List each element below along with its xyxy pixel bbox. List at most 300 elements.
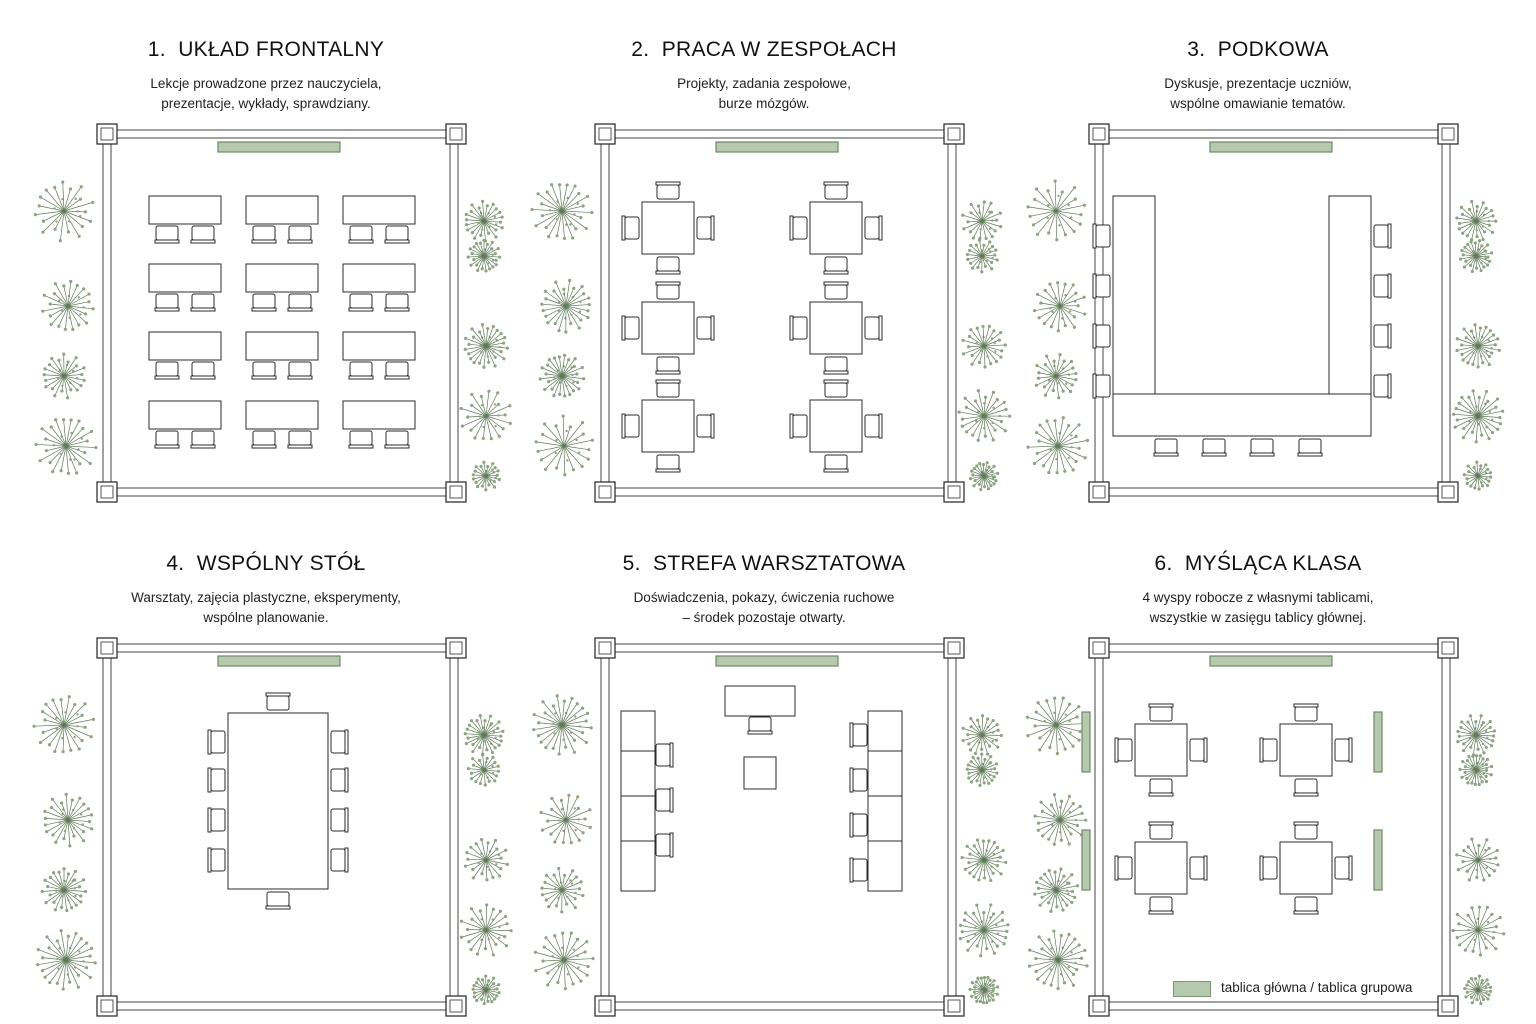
chair-seat: [1263, 739, 1277, 761]
chair: [1154, 439, 1178, 456]
plant-stem: [1050, 725, 1056, 748]
plant-stem: [982, 725, 997, 735]
plant-leaf: [541, 700, 544, 703]
plant-leaf: [492, 325, 495, 328]
plant-leaf: [492, 772, 494, 774]
plant-leaf: [1463, 473, 1466, 476]
plant-leaf: [989, 755, 992, 758]
large-table: [228, 713, 328, 889]
plant-stem: [64, 725, 71, 750]
chair: [865, 414, 882, 438]
plant-leaf: [1038, 748, 1041, 751]
plant-leaf: [573, 213, 575, 215]
plant-stem: [963, 735, 982, 741]
plant-leaf: [1073, 896, 1076, 899]
chair-back: [1093, 274, 1096, 298]
plant-leaf: [1486, 983, 1489, 986]
chair-seat: [192, 431, 214, 445]
chair-back: [824, 380, 848, 383]
plant-leaf: [1477, 423, 1479, 425]
plant-leaf: [1067, 826, 1069, 828]
plant-leaf: [484, 269, 487, 272]
plant-leaf: [498, 211, 501, 214]
plant-leaf: [43, 810, 46, 813]
plant-leaf: [468, 724, 471, 727]
plant-leaf: [564, 987, 567, 990]
plant-leaf: [1079, 213, 1082, 216]
plant-leaf: [993, 253, 996, 256]
plant-leaf: [540, 366, 543, 369]
plant-leaf: [992, 872, 995, 875]
chair-back: [385, 240, 409, 243]
plant-leaf: [989, 362, 992, 365]
corner-column-inner: [948, 642, 960, 654]
plant-leaf: [1493, 869, 1496, 872]
plant-stem: [1036, 189, 1056, 211]
plant-leaf: [85, 941, 88, 944]
plant-leaf: [1080, 957, 1083, 960]
plant-leaf: [970, 203, 973, 206]
desk: [246, 264, 318, 292]
plant-stem: [1056, 725, 1057, 754]
chair: [865, 316, 882, 340]
plant-leaf: [84, 726, 87, 729]
chair-back: [1294, 793, 1318, 796]
plant-leaf: [82, 366, 85, 369]
plant-leaf: [966, 940, 969, 943]
plant-leaf: [497, 991, 500, 994]
chair-seat: [1190, 857, 1204, 879]
plant-leaf: [1455, 349, 1458, 352]
plant: [540, 867, 584, 914]
plant-leaf: [484, 480, 486, 482]
plant-leaf: [976, 779, 979, 782]
chair-back: [288, 376, 312, 379]
plant: [1455, 200, 1497, 241]
panel-4: [16, 530, 516, 1000]
plant-leaf: [1474, 783, 1477, 786]
plant-stem: [1056, 704, 1070, 725]
plant-stem: [38, 960, 66, 965]
plant-stem: [486, 930, 493, 955]
plant-stem: [1457, 930, 1478, 938]
plant-leaf: [564, 330, 567, 333]
corner-column-inner: [1442, 1000, 1454, 1012]
chair-seat: [1295, 779, 1317, 793]
plant-leaf: [493, 761, 496, 764]
plant-leaf: [578, 887, 581, 890]
plant-leaf: [492, 982, 495, 985]
plant-stem: [564, 933, 571, 960]
plant-leaf: [567, 973, 569, 975]
plant-leaf: [77, 419, 80, 422]
wall-right: [948, 640, 956, 1014]
plant-leaf: [1004, 343, 1007, 346]
plant-leaf: [1036, 452, 1039, 455]
plant-leaf: [582, 204, 585, 207]
plant-leaf: [573, 739, 576, 742]
plant-stem: [566, 820, 590, 827]
plant-stem: [1060, 306, 1074, 327]
plant-leaf: [1494, 406, 1497, 409]
plant-leaf: [1475, 267, 1478, 270]
plant-leaf: [540, 887, 543, 890]
chair: [155, 226, 179, 243]
corner-column-inner: [1093, 128, 1105, 140]
plant-leaf: [497, 469, 500, 472]
plant-leaf: [503, 336, 506, 339]
plant-leaf: [1068, 374, 1070, 376]
plant-leaf: [499, 867, 502, 870]
plant: [530, 183, 593, 240]
plant-leaf: [586, 195, 589, 198]
plant-leaf: [1074, 435, 1077, 438]
plant: [32, 695, 95, 753]
plant-leaf: [590, 726, 593, 729]
plant-leaf: [65, 793, 68, 796]
plant-leaf: [1470, 330, 1473, 333]
plant-leaf: [1050, 325, 1053, 328]
plant-leaf: [1460, 343, 1463, 346]
plant-stem: [562, 206, 583, 211]
plant-leaf: [979, 476, 981, 478]
plant-leaf: [1499, 422, 1502, 425]
plant-leaf: [580, 465, 583, 468]
plant-leaf: [995, 762, 998, 765]
chair-back: [622, 414, 625, 438]
plant-leaf: [482, 426, 484, 428]
plant-stem: [1029, 960, 1058, 966]
plant-leaf: [569, 322, 572, 325]
plant-leaf: [976, 327, 979, 330]
plant-leaf: [566, 459, 568, 461]
plant-stem: [486, 924, 507, 930]
chair: [155, 362, 179, 379]
plant-leaf: [54, 841, 57, 844]
plant: [962, 714, 1003, 756]
plant-leaf: [472, 473, 475, 476]
plant-leaf: [1488, 847, 1491, 850]
plant-stem: [564, 446, 573, 470]
plant-leaf: [982, 994, 984, 996]
plant-leaf: [557, 867, 560, 870]
plant-leaf: [504, 849, 507, 852]
plant-leaf: [970, 995, 973, 998]
chair: [656, 380, 680, 397]
plant-leaf: [577, 192, 580, 195]
chair: [824, 357, 848, 374]
plant-leaf: [976, 838, 979, 841]
plant-leaf: [81, 438, 83, 440]
plant-leaf: [78, 747, 81, 750]
plant-leaf: [56, 982, 59, 985]
plant-leaf: [553, 732, 555, 734]
plant-leaf: [552, 723, 554, 725]
plant-leaf: [470, 210, 473, 213]
chair-seat: [211, 849, 225, 871]
chair: [824, 380, 848, 397]
plant-leaf: [44, 901, 47, 904]
chair: [1093, 374, 1110, 398]
plant-leaf: [976, 266, 979, 269]
plant-leaf: [541, 828, 544, 831]
plant-leaf: [81, 739, 84, 742]
plant-leaf: [995, 219, 998, 222]
plant-leaf: [1067, 204, 1069, 206]
plant-leaf: [1478, 488, 1481, 491]
plant-leaf: [481, 228, 483, 230]
plant-leaf: [1478, 396, 1481, 399]
plant-leaf: [1480, 244, 1483, 247]
plant-stem: [486, 416, 510, 423]
plant-leaf: [1048, 379, 1050, 381]
plant-leaf: [1486, 997, 1489, 1000]
chair-back: [790, 216, 793, 240]
plant-leaf: [1480, 355, 1482, 357]
plant-leaf: [1033, 309, 1036, 312]
plant: [1455, 323, 1500, 368]
plant-stem: [566, 306, 588, 311]
plant-leaf: [1489, 858, 1491, 860]
chair: [656, 833, 673, 857]
plant-leaf: [79, 894, 82, 897]
plant-leaf: [976, 719, 979, 722]
plant-leaf: [464, 865, 467, 868]
chair-seat: [1374, 275, 1388, 297]
chair: [1294, 897, 1318, 914]
plant-leaf: [467, 352, 470, 355]
chair: [1250, 439, 1274, 456]
plant-leaf: [980, 228, 982, 230]
chair: [208, 808, 225, 832]
plant-leaf: [1460, 206, 1463, 209]
plant-leaf: [1038, 736, 1041, 739]
plant-leaf: [982, 911, 985, 914]
plant-leaf: [1476, 205, 1479, 208]
chair-seat: [1096, 225, 1110, 247]
plant-leaf: [44, 703, 47, 706]
wall-left: [103, 126, 111, 500]
plant-leaf: [494, 356, 497, 359]
plant-leaf: [999, 856, 1002, 859]
plant-leaf: [1482, 721, 1485, 724]
plant-leaf: [992, 731, 994, 733]
plant-leaf: [550, 183, 553, 186]
plant-leaf: [999, 212, 1002, 215]
plant-leaf: [972, 484, 975, 487]
plant-leaf: [1502, 932, 1505, 935]
plant-leaf: [49, 461, 52, 464]
plant-leaf: [984, 237, 987, 240]
plant-leaf: [578, 839, 581, 842]
corner-column-inner: [1442, 128, 1454, 140]
plant-leaf: [505, 922, 508, 925]
wall-left: [103, 640, 111, 1014]
plant-leaf: [981, 325, 984, 328]
plant-stem: [1056, 724, 1085, 725]
plant-leaf: [975, 244, 978, 247]
plant-leaf: [1487, 993, 1490, 996]
plant-stem: [1040, 725, 1056, 738]
plant-leaf: [90, 813, 93, 816]
plant-leaf: [1475, 869, 1477, 871]
plant: [966, 753, 999, 788]
plant-leaf: [987, 839, 990, 842]
chair-seat: [825, 257, 847, 271]
plant-leaf: [1060, 800, 1063, 803]
chair-seat: [1150, 779, 1172, 793]
plant-leaf: [571, 374, 573, 376]
plant-leaf: [969, 748, 972, 751]
plant-leaf: [994, 342, 996, 344]
plant-stem: [543, 306, 566, 311]
chair-seat: [625, 217, 639, 239]
chair-back: [711, 316, 714, 340]
chair-back: [155, 240, 179, 243]
plant-leaf: [470, 719, 473, 722]
desk: [246, 332, 318, 360]
double-desk: [246, 196, 318, 243]
plant-leaf: [1468, 420, 1470, 422]
plant-leaf: [1065, 383, 1067, 385]
plant-leaf: [45, 189, 48, 192]
plant-leaf: [503, 935, 506, 938]
plant-leaf: [982, 1001, 985, 1004]
plant-leaf: [1083, 296, 1086, 299]
panel-description: Doświadczenia, pokazy, ćwiczenia ruchowe – środek pozostaje otwarty.: [633, 590, 895, 625]
plant-leaf: [983, 200, 986, 203]
plant-leaf: [979, 488, 982, 491]
plant-leaf: [985, 947, 988, 950]
floor-plan-horseshoe: [1008, 16, 1508, 486]
plant-leaf: [1050, 968, 1052, 970]
plant-stem: [557, 696, 562, 725]
plant-leaf: [73, 458, 75, 460]
plant-leaf: [542, 309, 545, 312]
plant-leaf: [48, 893, 51, 896]
plant-leaf: [992, 465, 995, 468]
plant-leaf: [1061, 899, 1063, 901]
plant-leaf: [962, 227, 965, 230]
plant-leaf: [968, 988, 971, 991]
chair-seat: [865, 217, 879, 239]
plant-leaf: [563, 354, 566, 357]
plant-leaf: [53, 207, 55, 209]
plant-leaf: [1041, 834, 1044, 837]
plant-leaf: [971, 981, 974, 984]
chair-back: [656, 380, 680, 383]
plant-leaf: [477, 977, 480, 980]
plant-leaf: [88, 820, 91, 823]
plant-leaf: [1063, 981, 1066, 984]
plant-leaf: [478, 746, 481, 749]
plant-leaf: [482, 461, 485, 464]
plant-leaf: [73, 827, 75, 829]
chair-back: [656, 282, 680, 285]
plant-leaf: [571, 869, 574, 872]
plant-leaf: [476, 485, 479, 488]
plant-leaf: [1062, 390, 1065, 393]
plant-stem: [64, 202, 93, 211]
plant-leaf: [561, 808, 563, 810]
plant-leaf: [82, 803, 85, 806]
plant-leaf: [571, 882, 573, 884]
chair: [850, 858, 867, 882]
chair-seat: [793, 217, 807, 239]
plant-leaf: [83, 702, 86, 705]
plant: [43, 353, 86, 400]
plant-leaf: [1477, 992, 1479, 994]
plant-stem: [1056, 869, 1061, 890]
plant-leaf: [992, 998, 995, 1001]
plant-stem: [1040, 725, 1056, 750]
plant-leaf: [996, 746, 999, 749]
plant-stem: [564, 959, 593, 960]
plant-leaf: [966, 253, 969, 256]
plant-leaf: [479, 465, 482, 468]
plant-leaf: [1074, 962, 1076, 964]
chair-back: [1388, 274, 1391, 298]
plant-stem: [562, 890, 583, 896]
plant-leaf: [1466, 759, 1469, 762]
chair-back: [349, 240, 373, 243]
chair-back: [155, 445, 179, 448]
plant-leaf: [473, 245, 476, 248]
plant-leaf: [469, 846, 472, 849]
plant-leaf: [1077, 423, 1080, 426]
plant-leaf: [1027, 205, 1030, 208]
plant-leaf: [1072, 984, 1075, 987]
plant-stem: [68, 804, 84, 820]
plant-leaf: [495, 994, 498, 997]
plant-leaf: [66, 396, 69, 399]
chair: [865, 216, 882, 240]
plant-leaf: [491, 756, 494, 759]
plant-leaf: [486, 1000, 489, 1003]
wall-top: [1091, 644, 1454, 652]
plant-stem: [558, 960, 564, 983]
plant-leaf: [991, 257, 993, 259]
plant-leaf: [566, 183, 569, 186]
room-walls: [97, 124, 466, 502]
desk: [246, 196, 318, 224]
plant-leaf: [1469, 746, 1472, 749]
plant-stem: [472, 394, 486, 416]
plant-leaf: [990, 865, 992, 867]
plant-leaf: [1059, 867, 1062, 870]
plant-leaf: [69, 280, 72, 283]
plant-leaf: [575, 439, 577, 441]
plant-stem: [984, 346, 1001, 357]
chair: [331, 730, 348, 754]
plant-leaf: [486, 757, 489, 760]
plant-leaf: [1482, 201, 1485, 204]
plant-leaf: [493, 486, 496, 489]
plant-leaf: [71, 328, 74, 331]
wall-left: [1095, 126, 1103, 500]
plant-leaf: [94, 961, 97, 964]
plant-leaf: [1472, 466, 1475, 469]
plant-leaf: [1464, 771, 1467, 774]
chair-back: [288, 240, 312, 243]
plant-leaf: [1072, 230, 1075, 233]
chair: [1260, 856, 1277, 880]
plant-leaf: [470, 772, 473, 775]
plant-leaf: [45, 449, 48, 452]
plant-leaf: [990, 992, 992, 994]
plant-leaf: [1456, 913, 1459, 916]
chair-seat: [1190, 739, 1204, 761]
